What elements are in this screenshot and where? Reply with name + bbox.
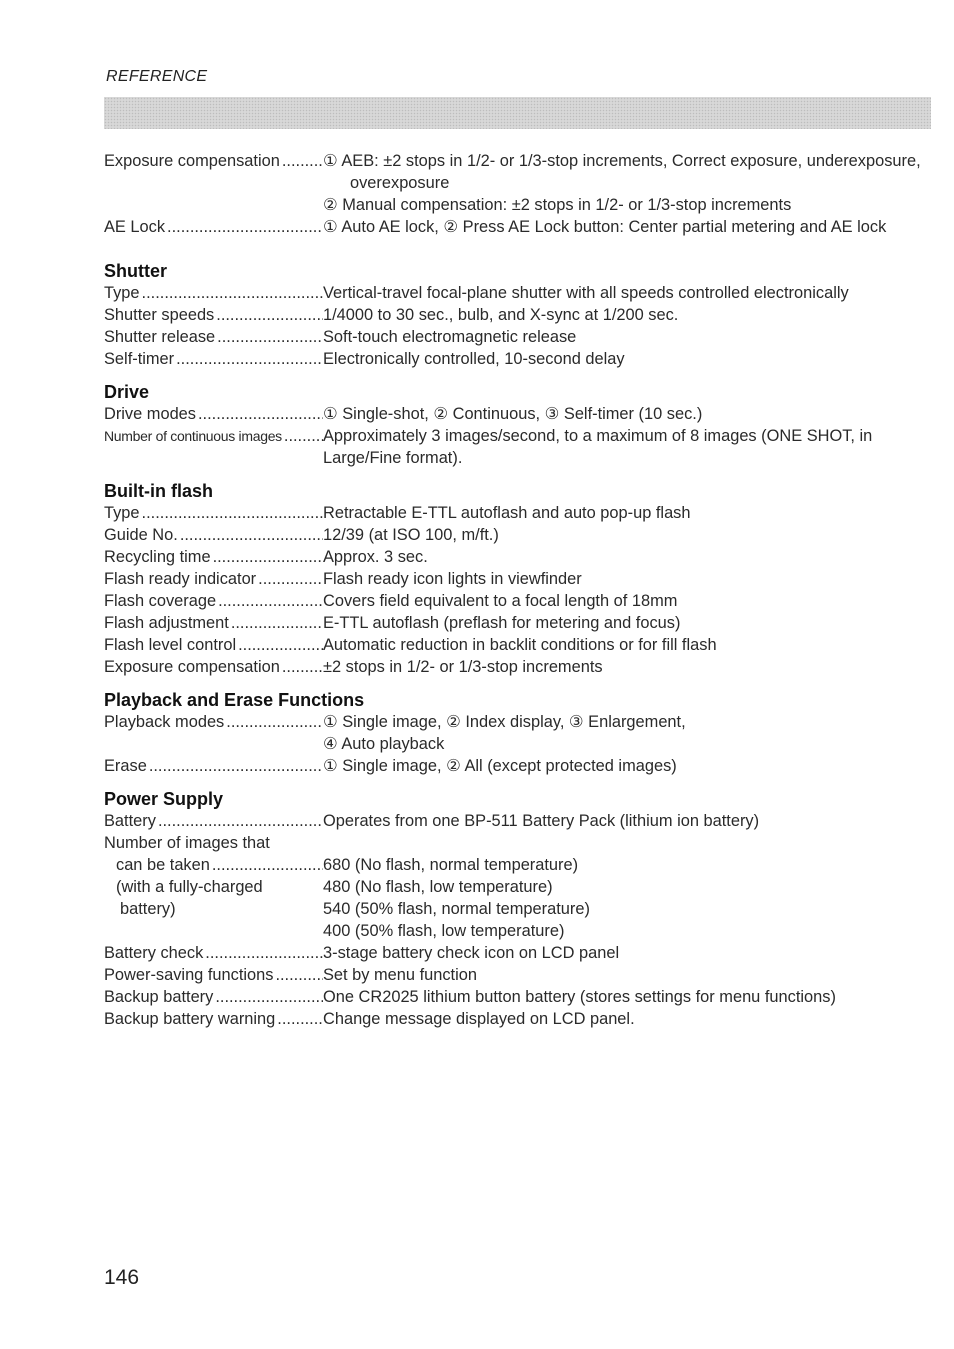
spec-value: 3-stage battery check icon on LCD panel: [323, 944, 620, 962]
power-section: [104, 788, 924, 1030]
spec-value: ±2 stops in 1/2- or 1/3-stop increments: [323, 658, 603, 676]
spec-key: Shutter release: [104, 328, 216, 346]
playback-section: [104, 689, 924, 777]
spec-value: Electronically controlled, 10-second delay: [323, 350, 625, 368]
spec-row: [104, 348, 924, 370]
spec-value: 400 (50% flash, low temperature): [323, 922, 565, 940]
spec-row: [104, 634, 924, 656]
spec-key: Power-saving functions: [104, 966, 274, 984]
spec-value: Vertical-travel focal-plane shutter with all speeds controlled electronically: [323, 284, 849, 302]
spec-key: Flash level control: [104, 636, 237, 654]
spec-row: [104, 755, 924, 777]
spec-row: [104, 854, 924, 876]
spec-row: [104, 590, 924, 612]
spec-key: Flash ready indicator: [104, 570, 257, 588]
spec-row: [104, 876, 924, 898]
spec-row: [104, 711, 924, 733]
spec-row: [104, 282, 924, 304]
spec-row: [104, 964, 924, 986]
section-title: Shutter: [104, 261, 167, 281]
section-title: Drive: [104, 382, 150, 402]
spec-key: Battery check: [104, 944, 204, 962]
exposure-section: [104, 150, 924, 238]
spec-row: [104, 326, 924, 348]
spec-value: 680 (No flash, normal temperature): [323, 856, 579, 874]
spec-key: Backup battery warning: [104, 1010, 276, 1028]
spec-row: [104, 656, 924, 678]
spec-row: [104, 898, 924, 920]
spec-content: [104, 150, 924, 1030]
spec-row: [104, 546, 924, 568]
spec-key: Guide No.: [104, 526, 178, 544]
spec-value: 1/4000 to 30 sec., bulb, and X-sync at 1/200 sec.: [323, 306, 679, 324]
spec-key: Drive modes: [104, 405, 196, 423]
drive-section: [104, 381, 924, 469]
spec-key: battery): [120, 900, 176, 918]
section-label: REFERENCE: [106, 68, 208, 85]
spec-value: ④ Auto playback: [323, 735, 445, 753]
shutter-section: [104, 260, 924, 370]
spec-value: 12/39 (at ISO 100, m/ft.): [323, 526, 499, 544]
spec-value: Approx. 3 sec.: [323, 548, 428, 566]
spec-key: Flash adjustment: [104, 614, 229, 632]
spec-row: [104, 304, 924, 326]
spec-key: Exposure compensation: [104, 152, 280, 170]
spec-value: E-TTL autoflash (preflash for metering and focus): [323, 614, 681, 632]
spec-value: One CR2025 lithium button battery (stores settings for menu functions): [323, 988, 836, 1006]
spec-key: Recycling time: [104, 548, 211, 566]
spec-row: [104, 810, 924, 832]
spec-value: ① AEB: ±2 stops in 1/2- or 1/3-stop increments, Correct exposure, underexposure, overexposure: [323, 152, 921, 192]
spec-key: (with a fully-charged: [116, 878, 263, 896]
spec-row: [104, 403, 924, 425]
spec-key: Exposure compensation: [104, 658, 280, 676]
spec-key: Number of continuous images: [104, 428, 282, 444]
spec-row: [104, 832, 924, 854]
spec-key: Playback modes: [104, 713, 225, 731]
spec-key: Flash coverage: [104, 592, 217, 610]
flash-section: [104, 480, 924, 678]
spec-value: ① Auto AE lock, ② Press AE Lock button: Center partial metering and AE lock: [323, 218, 887, 236]
spec-key: Type: [104, 284, 140, 302]
spec-key: can be taken: [116, 856, 210, 874]
section-title: Power Supply: [104, 789, 224, 809]
spec-value: Set by menu function: [323, 966, 477, 984]
spec-row: [104, 568, 924, 590]
spec-value: Soft-touch electromagnetic release: [323, 328, 577, 346]
spec-value: ① Single image, ② Index display, ③ Enlargement,: [323, 713, 686, 731]
spec-value: 540 (50% flash, normal temperature): [323, 900, 590, 918]
spec-row: [104, 942, 924, 964]
spec-value: ② Manual compensation: ±2 stops in 1/2- or 1/3-stop increments: [323, 196, 792, 214]
spec-row: [104, 150, 924, 194]
spec-value: Automatic reduction in backlit conditions or for fill flash: [323, 636, 717, 654]
spec-value: Approximately 3 images/second, to a maximum of 8 images (ONE SHOT, in Large/Fine format).: [323, 427, 873, 467]
spec-row: [104, 733, 924, 755]
spec-row: [104, 502, 924, 524]
spec-key: Backup battery: [104, 988, 214, 1006]
spec-row: [104, 216, 924, 238]
spec-value: Retractable E-TTL autoflash and auto pop-up flash: [323, 504, 691, 522]
spec-value: Change message displayed on LCD panel.: [323, 1010, 635, 1028]
spec-row: [104, 612, 924, 634]
spec-key: AE Lock: [104, 218, 166, 236]
spec-value: ① Single-shot, ② Continuous, ③ Self-timer (10 sec.): [323, 405, 703, 423]
spec-row: [104, 920, 924, 942]
spec-key: Type: [104, 504, 140, 522]
spec-row: [104, 425, 924, 469]
page-number: 146: [104, 1266, 140, 1289]
section-title: Playback and Erase Functions: [104, 690, 365, 710]
spec-value: ① Single image, ② All (except protected images): [323, 757, 677, 775]
spec-key: Battery: [104, 812, 156, 830]
spec-row: [104, 194, 924, 216]
spec-value: 480 (No flash, low temperature): [323, 878, 553, 896]
spec-key: Shutter speeds: [104, 306, 215, 324]
spec-value: Operates from one BP-511 Battery Pack (lithium ion battery): [323, 812, 760, 830]
spec-row: [104, 1008, 924, 1030]
spec-key: Number of images that: [104, 834, 270, 852]
spec-row: [104, 986, 924, 1008]
header-band: [104, 97, 931, 129]
spec-key: Self-timer: [104, 350, 175, 368]
spec-key: Erase: [104, 757, 147, 775]
section-title: Built-in flash: [104, 481, 213, 501]
spec-value: Flash ready icon lights in viewfinder: [323, 570, 582, 588]
spec-row: [104, 524, 924, 546]
spec-value: Covers field equivalent to a focal length of 18mm: [323, 592, 678, 610]
